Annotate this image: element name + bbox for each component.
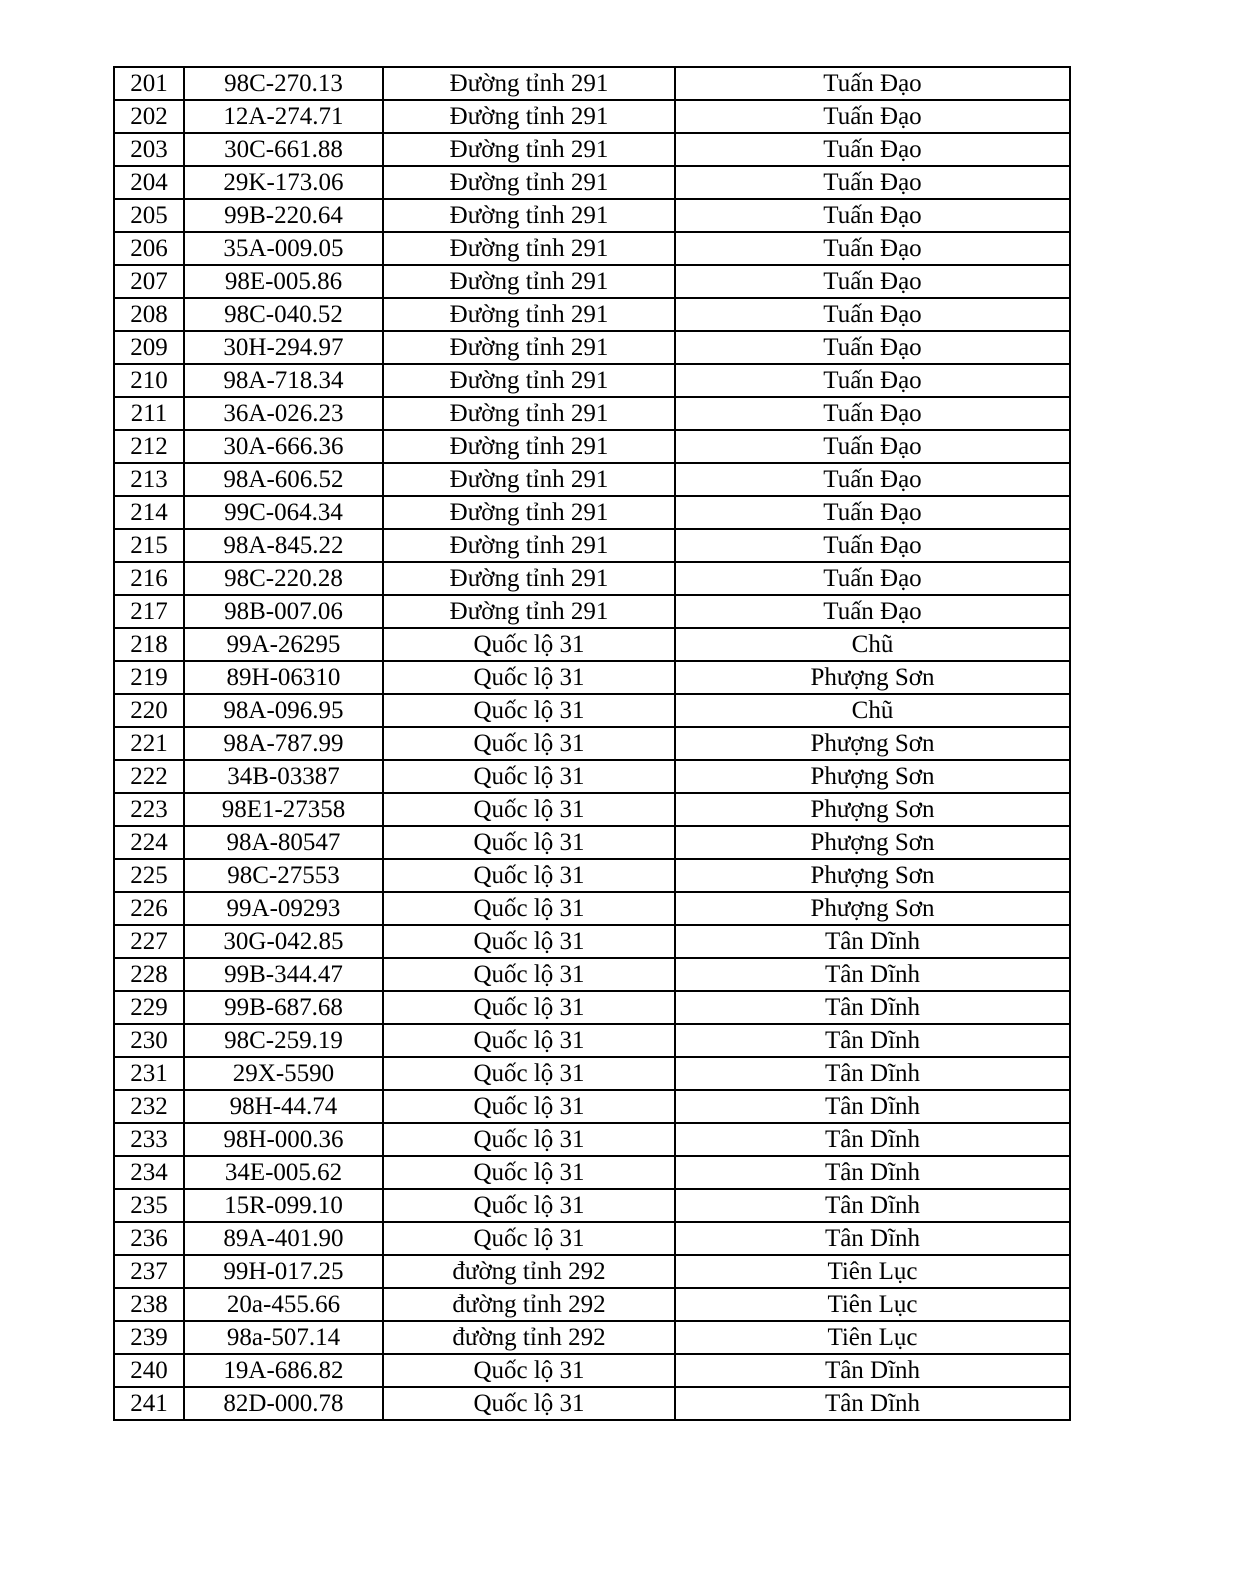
road-cell: Quốc lộ 31: [383, 1090, 675, 1123]
road-cell: Đường tỉnh 291: [383, 67, 675, 100]
license-plate-cell: 98A-845.22: [184, 529, 383, 562]
license-plate-cell: 98a-507.14: [184, 1321, 383, 1354]
row-number-cell: 202: [114, 100, 184, 133]
road-cell: Quốc lộ 31: [383, 760, 675, 793]
table-row: [114, 529, 1070, 562]
table-row: [114, 1255, 1070, 1288]
road-cell: Quốc lộ 31: [383, 661, 675, 694]
road-cell: Quốc lộ 31: [383, 859, 675, 892]
row-number-cell: 240: [114, 1354, 184, 1387]
row-number-cell: 239: [114, 1321, 184, 1354]
location-cell: Tuấn Đạo: [675, 133, 1070, 166]
road-cell: Đường tỉnh 291: [383, 166, 675, 199]
row-number-cell: 204: [114, 166, 184, 199]
row-number-cell: 216: [114, 562, 184, 595]
table-row: [114, 628, 1070, 661]
license-plate-cell: 99C-064.34: [184, 496, 383, 529]
location-cell: Tân Dĩnh: [675, 958, 1070, 991]
table-row: [114, 265, 1070, 298]
table-row: [114, 1288, 1070, 1321]
location-cell: Tân Dĩnh: [675, 1189, 1070, 1222]
license-plate-cell: 35A-009.05: [184, 232, 383, 265]
table-row: [114, 958, 1070, 991]
table-row: [114, 595, 1070, 628]
table-row: [114, 364, 1070, 397]
license-plate-cell: 30C-661.88: [184, 133, 383, 166]
table-row: [114, 397, 1070, 430]
location-cell: Chũ: [675, 628, 1070, 661]
table-row: [114, 100, 1070, 133]
license-plate-cell: 99B-220.64: [184, 199, 383, 232]
location-cell: Phượng Sơn: [675, 760, 1070, 793]
row-number-cell: 220: [114, 694, 184, 727]
row-number-cell: 238: [114, 1288, 184, 1321]
license-plate-cell: 12A-274.71: [184, 100, 383, 133]
table-row: [114, 1189, 1070, 1222]
table-row: [114, 67, 1070, 100]
license-plate-cell: 99H-017.25: [184, 1255, 383, 1288]
road-cell: Quốc lộ 31: [383, 958, 675, 991]
road-cell: Quốc lộ 31: [383, 925, 675, 958]
road-cell: Đường tỉnh 291: [383, 364, 675, 397]
row-number-cell: 241: [114, 1387, 184, 1420]
road-cell: Đường tỉnh 291: [383, 232, 675, 265]
location-cell: Tân Dĩnh: [675, 1222, 1070, 1255]
table-row: [114, 562, 1070, 595]
row-number-cell: 225: [114, 859, 184, 892]
row-number-cell: 209: [114, 331, 184, 364]
row-number-cell: 211: [114, 397, 184, 430]
license-plate-cell: 99A-09293: [184, 892, 383, 925]
row-number-cell: 219: [114, 661, 184, 694]
road-cell: Đường tỉnh 291: [383, 562, 675, 595]
road-cell: Quốc lộ 31: [383, 892, 675, 925]
location-cell: Tuấn Đạo: [675, 496, 1070, 529]
table-row: [114, 991, 1070, 1024]
row-number-cell: 217: [114, 595, 184, 628]
row-number-cell: 226: [114, 892, 184, 925]
table-row: [114, 1123, 1070, 1156]
location-cell: Tuấn Đạo: [675, 166, 1070, 199]
location-cell: Tuấn Đạo: [675, 562, 1070, 595]
row-number-cell: 210: [114, 364, 184, 397]
license-plate-cell: 20a-455.66: [184, 1288, 383, 1321]
location-cell: Tuấn Đạo: [675, 430, 1070, 463]
license-plate-cell: 82D-000.78: [184, 1387, 383, 1420]
row-number-cell: 231: [114, 1057, 184, 1090]
table-row: [114, 661, 1070, 694]
table-row: [114, 199, 1070, 232]
row-number-cell: 224: [114, 826, 184, 859]
row-number-cell: 207: [114, 265, 184, 298]
table-row: [114, 298, 1070, 331]
road-cell: Quốc lộ 31: [383, 793, 675, 826]
license-plate-cell: 34B-03387: [184, 760, 383, 793]
row-number-cell: 234: [114, 1156, 184, 1189]
row-number-cell: 215: [114, 529, 184, 562]
license-plate-cell: 98A-096.95: [184, 694, 383, 727]
location-cell: Phượng Sơn: [675, 892, 1070, 925]
license-plate-cell: 98A-718.34: [184, 364, 383, 397]
location-cell: Tân Dĩnh: [675, 1123, 1070, 1156]
road-cell: Đường tỉnh 291: [383, 463, 675, 496]
road-cell: Quốc lộ 31: [383, 1123, 675, 1156]
location-cell: Tân Dĩnh: [675, 991, 1070, 1024]
table-row: [114, 892, 1070, 925]
location-cell: Phượng Sơn: [675, 727, 1070, 760]
license-plate-cell: 30H-294.97: [184, 331, 383, 364]
road-cell: Quốc lộ 31: [383, 628, 675, 661]
row-number-cell: 229: [114, 991, 184, 1024]
location-cell: Chũ: [675, 694, 1070, 727]
row-number-cell: 212: [114, 430, 184, 463]
location-cell: Phượng Sơn: [675, 661, 1070, 694]
table-row: [114, 166, 1070, 199]
road-cell: Quốc lộ 31: [383, 1387, 675, 1420]
road-cell: Đường tỉnh 291: [383, 265, 675, 298]
table-row: [114, 1090, 1070, 1123]
location-cell: Tiên Lục: [675, 1321, 1070, 1354]
row-number-cell: 214: [114, 496, 184, 529]
license-plate-cell: 30G-042.85: [184, 925, 383, 958]
road-cell: Quốc lộ 31: [383, 1057, 675, 1090]
license-plate-cell: 99A-26295: [184, 628, 383, 661]
table-row: [114, 1387, 1070, 1420]
location-cell: Tuấn Đạo: [675, 331, 1070, 364]
license-plate-cell: 29X-5590: [184, 1057, 383, 1090]
license-plate-cell: 98H-000.36: [184, 1123, 383, 1156]
road-cell: Quốc lộ 31: [383, 727, 675, 760]
location-cell: Phượng Sơn: [675, 826, 1070, 859]
location-cell: Tân Dĩnh: [675, 1156, 1070, 1189]
table-row: [114, 760, 1070, 793]
license-plate-cell: 98C-270.13: [184, 67, 383, 100]
location-cell: Tuấn Đạo: [675, 364, 1070, 397]
table-row: [114, 1222, 1070, 1255]
location-cell: Tuấn Đạo: [675, 529, 1070, 562]
location-cell: Tuấn Đạo: [675, 397, 1070, 430]
table-row: [114, 463, 1070, 496]
license-plate-cell: 19A-686.82: [184, 1354, 383, 1387]
row-number-cell: 233: [114, 1123, 184, 1156]
row-number-cell: 213: [114, 463, 184, 496]
location-cell: Tuấn Đạo: [675, 463, 1070, 496]
location-cell: Tân Dĩnh: [675, 1057, 1070, 1090]
location-cell: Tân Dĩnh: [675, 1354, 1070, 1387]
road-cell: đường tỉnh 292: [383, 1288, 675, 1321]
location-cell: Tân Dĩnh: [675, 1387, 1070, 1420]
license-plate-cell: 98A-787.99: [184, 727, 383, 760]
license-plate-cell: 89A-401.90: [184, 1222, 383, 1255]
road-cell: Quốc lộ 31: [383, 991, 675, 1024]
table-row: [114, 133, 1070, 166]
road-cell: Đường tỉnh 291: [383, 397, 675, 430]
location-cell: Tiên Lục: [675, 1255, 1070, 1288]
table-row: [114, 430, 1070, 463]
license-plate-cell: 34E-005.62: [184, 1156, 383, 1189]
road-cell: Quốc lộ 31: [383, 1024, 675, 1057]
road-cell: Quốc lộ 31: [383, 1354, 675, 1387]
license-plate-cell: 98B-007.06: [184, 595, 383, 628]
table-row: [114, 1057, 1070, 1090]
table-row: [114, 793, 1070, 826]
license-plate-cell: 98E-005.86: [184, 265, 383, 298]
location-cell: Tân Dĩnh: [675, 1090, 1070, 1123]
road-cell: Đường tỉnh 291: [383, 529, 675, 562]
location-cell: Tuấn Đạo: [675, 100, 1070, 133]
license-plate-cell: 98E1-27358: [184, 793, 383, 826]
location-cell: Tuấn Đạo: [675, 265, 1070, 298]
road-cell: Quốc lộ 31: [383, 1189, 675, 1222]
license-plate-cell: 99B-687.68: [184, 991, 383, 1024]
row-number-cell: 227: [114, 925, 184, 958]
license-plate-cell: 36A-026.23: [184, 397, 383, 430]
row-number-cell: 208: [114, 298, 184, 331]
row-number-cell: 205: [114, 199, 184, 232]
road-cell: Đường tỉnh 291: [383, 199, 675, 232]
road-cell: đường tỉnh 292: [383, 1255, 675, 1288]
road-cell: Đường tỉnh 291: [383, 133, 675, 166]
table-row: [114, 1354, 1070, 1387]
row-number-cell: 237: [114, 1255, 184, 1288]
table-row: [114, 232, 1070, 265]
license-plate-cell: 98C-259.19: [184, 1024, 383, 1057]
table-row: [114, 1024, 1070, 1057]
location-cell: Tuấn Đạo: [675, 595, 1070, 628]
table-body: [114, 67, 1070, 1420]
license-plate-cell: 89H-06310: [184, 661, 383, 694]
license-plate-cell: 98A-606.52: [184, 463, 383, 496]
table-row: [114, 727, 1070, 760]
row-number-cell: 232: [114, 1090, 184, 1123]
road-cell: Đường tỉnh 291: [383, 496, 675, 529]
row-number-cell: 223: [114, 793, 184, 826]
road-cell: đường tỉnh 292: [383, 1321, 675, 1354]
location-cell: Tuấn Đạo: [675, 199, 1070, 232]
road-cell: Đường tỉnh 291: [383, 298, 675, 331]
license-plate-cell: 98C-27553: [184, 859, 383, 892]
row-number-cell: 218: [114, 628, 184, 661]
license-plate-cell: 98C-040.52: [184, 298, 383, 331]
row-number-cell: 201: [114, 67, 184, 100]
license-plate-cell: 98H-44.74: [184, 1090, 383, 1123]
row-number-cell: 228: [114, 958, 184, 991]
license-plate-cell: 29K-173.06: [184, 166, 383, 199]
road-cell: Đường tỉnh 291: [383, 595, 675, 628]
table-row: [114, 331, 1070, 364]
vehicle-table: [113, 66, 1071, 1421]
location-cell: Phượng Sơn: [675, 859, 1070, 892]
location-cell: Tuấn Đạo: [675, 298, 1070, 331]
license-plate-cell: 99B-344.47: [184, 958, 383, 991]
location-cell: Tiên Lục: [675, 1288, 1070, 1321]
row-number-cell: 222: [114, 760, 184, 793]
location-cell: Tuấn Đạo: [675, 232, 1070, 265]
location-cell: Tuấn Đạo: [675, 67, 1070, 100]
row-number-cell: 230: [114, 1024, 184, 1057]
table-row: [114, 496, 1070, 529]
row-number-cell: 221: [114, 727, 184, 760]
road-cell: Đường tỉnh 291: [383, 430, 675, 463]
row-number-cell: 235: [114, 1189, 184, 1222]
license-plate-cell: 98A-80547: [184, 826, 383, 859]
road-cell: Quốc lộ 31: [383, 1222, 675, 1255]
location-cell: Tân Dĩnh: [675, 1024, 1070, 1057]
road-cell: Đường tỉnh 291: [383, 100, 675, 133]
table-row: [114, 826, 1070, 859]
license-plate-cell: 15R-099.10: [184, 1189, 383, 1222]
table-row: [114, 694, 1070, 727]
table-row: [114, 925, 1070, 958]
location-cell: Tân Dĩnh: [675, 925, 1070, 958]
row-number-cell: 236: [114, 1222, 184, 1255]
table-row: [114, 859, 1070, 892]
road-cell: Quốc lộ 31: [383, 1156, 675, 1189]
row-number-cell: 203: [114, 133, 184, 166]
row-number-cell: 206: [114, 232, 184, 265]
location-cell: Phượng Sơn: [675, 793, 1070, 826]
license-plate-cell: 30A-666.36: [184, 430, 383, 463]
road-cell: Đường tỉnh 291: [383, 331, 675, 364]
road-cell: Quốc lộ 31: [383, 694, 675, 727]
table-row: [114, 1156, 1070, 1189]
road-cell: Quốc lộ 31: [383, 826, 675, 859]
table-row: [114, 1321, 1070, 1354]
license-plate-cell: 98C-220.28: [184, 562, 383, 595]
